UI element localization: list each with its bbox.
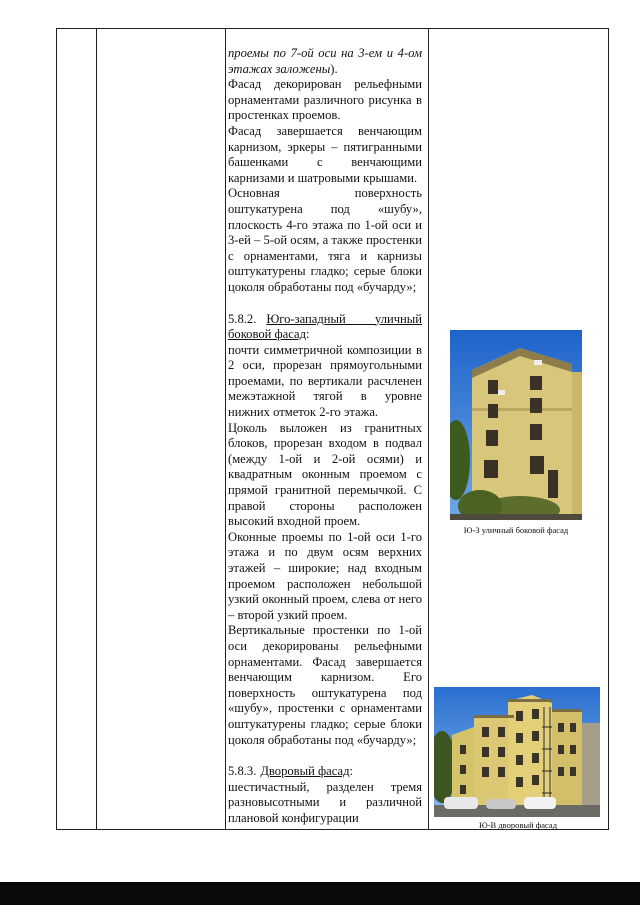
spacer [228,296,422,312]
paragraph: Оконные проемы по 1-ой оси 1-го этажа и по двум осям верхних этажей – широкие; над входным проемом расположен небольшой узкий оконный проем, слева от него – второй узкий проем. [228,529,422,622]
spacer [228,748,422,764]
table-border-left [56,28,57,830]
section-number: 5.8.3. [228,764,257,779]
paragraph: почти симметричной композиции в 2 оси, прорезан прямоугольными проемами, по вертикали расчленен межэтажной тягой в уровне нижних отметок 2-го этажа. [228,342,422,420]
photo-se-courtyard-facade [434,687,600,817]
intro-line [228,46,422,77]
photo-1-caption: Ю-З уличный боковой фасад [463,525,569,535]
table-divider-1 [96,28,97,830]
table-divider-3 [428,28,429,830]
table-top-border [56,28,609,29]
paragraph: Фасад декорирован рельефными орнаментами различного рисунка в простенках проемов. [228,77,422,123]
photo-sw-street-facade-image [450,330,582,520]
table-divider-2 [225,28,226,830]
section-title: Дворовый фасад [260,764,350,779]
section-number: 5.8.2. [228,311,257,326]
paragraph: Фасад завершается венчающим карнизом, эркеры – пятигранными башенками с венчающими карнизами и шатровыми крышами. [228,123,422,185]
scan-bottom-edge [0,882,640,905]
description-text-column [228,46,422,827]
paragraph: Основная поверхность оштукатурена под «шубу», плоскость 4-го этажа по 1-ой оси и 3-ей – 5-ой осям, а также простенки с орнаментами, тяга и карнизы оштукатурены гладко; серые блоки цоколя обработаны под «бучарду»; [228,186,422,294]
section-title-tail: : [349,764,353,779]
intro-italic: проемы по 7-ой оси на 3-ем и 4-ом этажах заложены [228,46,422,76]
table-border-right [608,28,609,830]
intro-tail: ). [330,61,338,76]
photo-se-courtyard-facade-image [434,687,600,817]
section-title: Юго-западный уличный боковой фасад [228,311,422,342]
paragraph: Цоколь выложен из гранитных блоков, прорезан входом в подвал (между 1-ой и 2-ой осями) и квадратным оконным проемом с прямой гранитной перемычкой. С правой стороны расположен высокий входной проем. [228,420,422,529]
photo-sw-street-facade [450,330,582,520]
paragraph: шестичастный, разделен тремя разновысотными и различной плановой конфигурации [228,779,422,825]
photo-2-caption: Ю-В дворовый фасад [478,820,558,830]
section-heading-5-8-2 [228,312,422,343]
section-heading-5-8-3 [228,764,422,780]
section-title-tail: : [306,327,310,342]
paragraph: Вертикальные простенки по 1-ой оси декорированы рельефными орнаментами. Фасад завершается венчающим карнизом. Его поверхность оштукатурена под «шубу», простенки с орнаментами оштукатурены гладко; серые блоки цоколя обработаны под «бучарду»; [228,623,422,747]
